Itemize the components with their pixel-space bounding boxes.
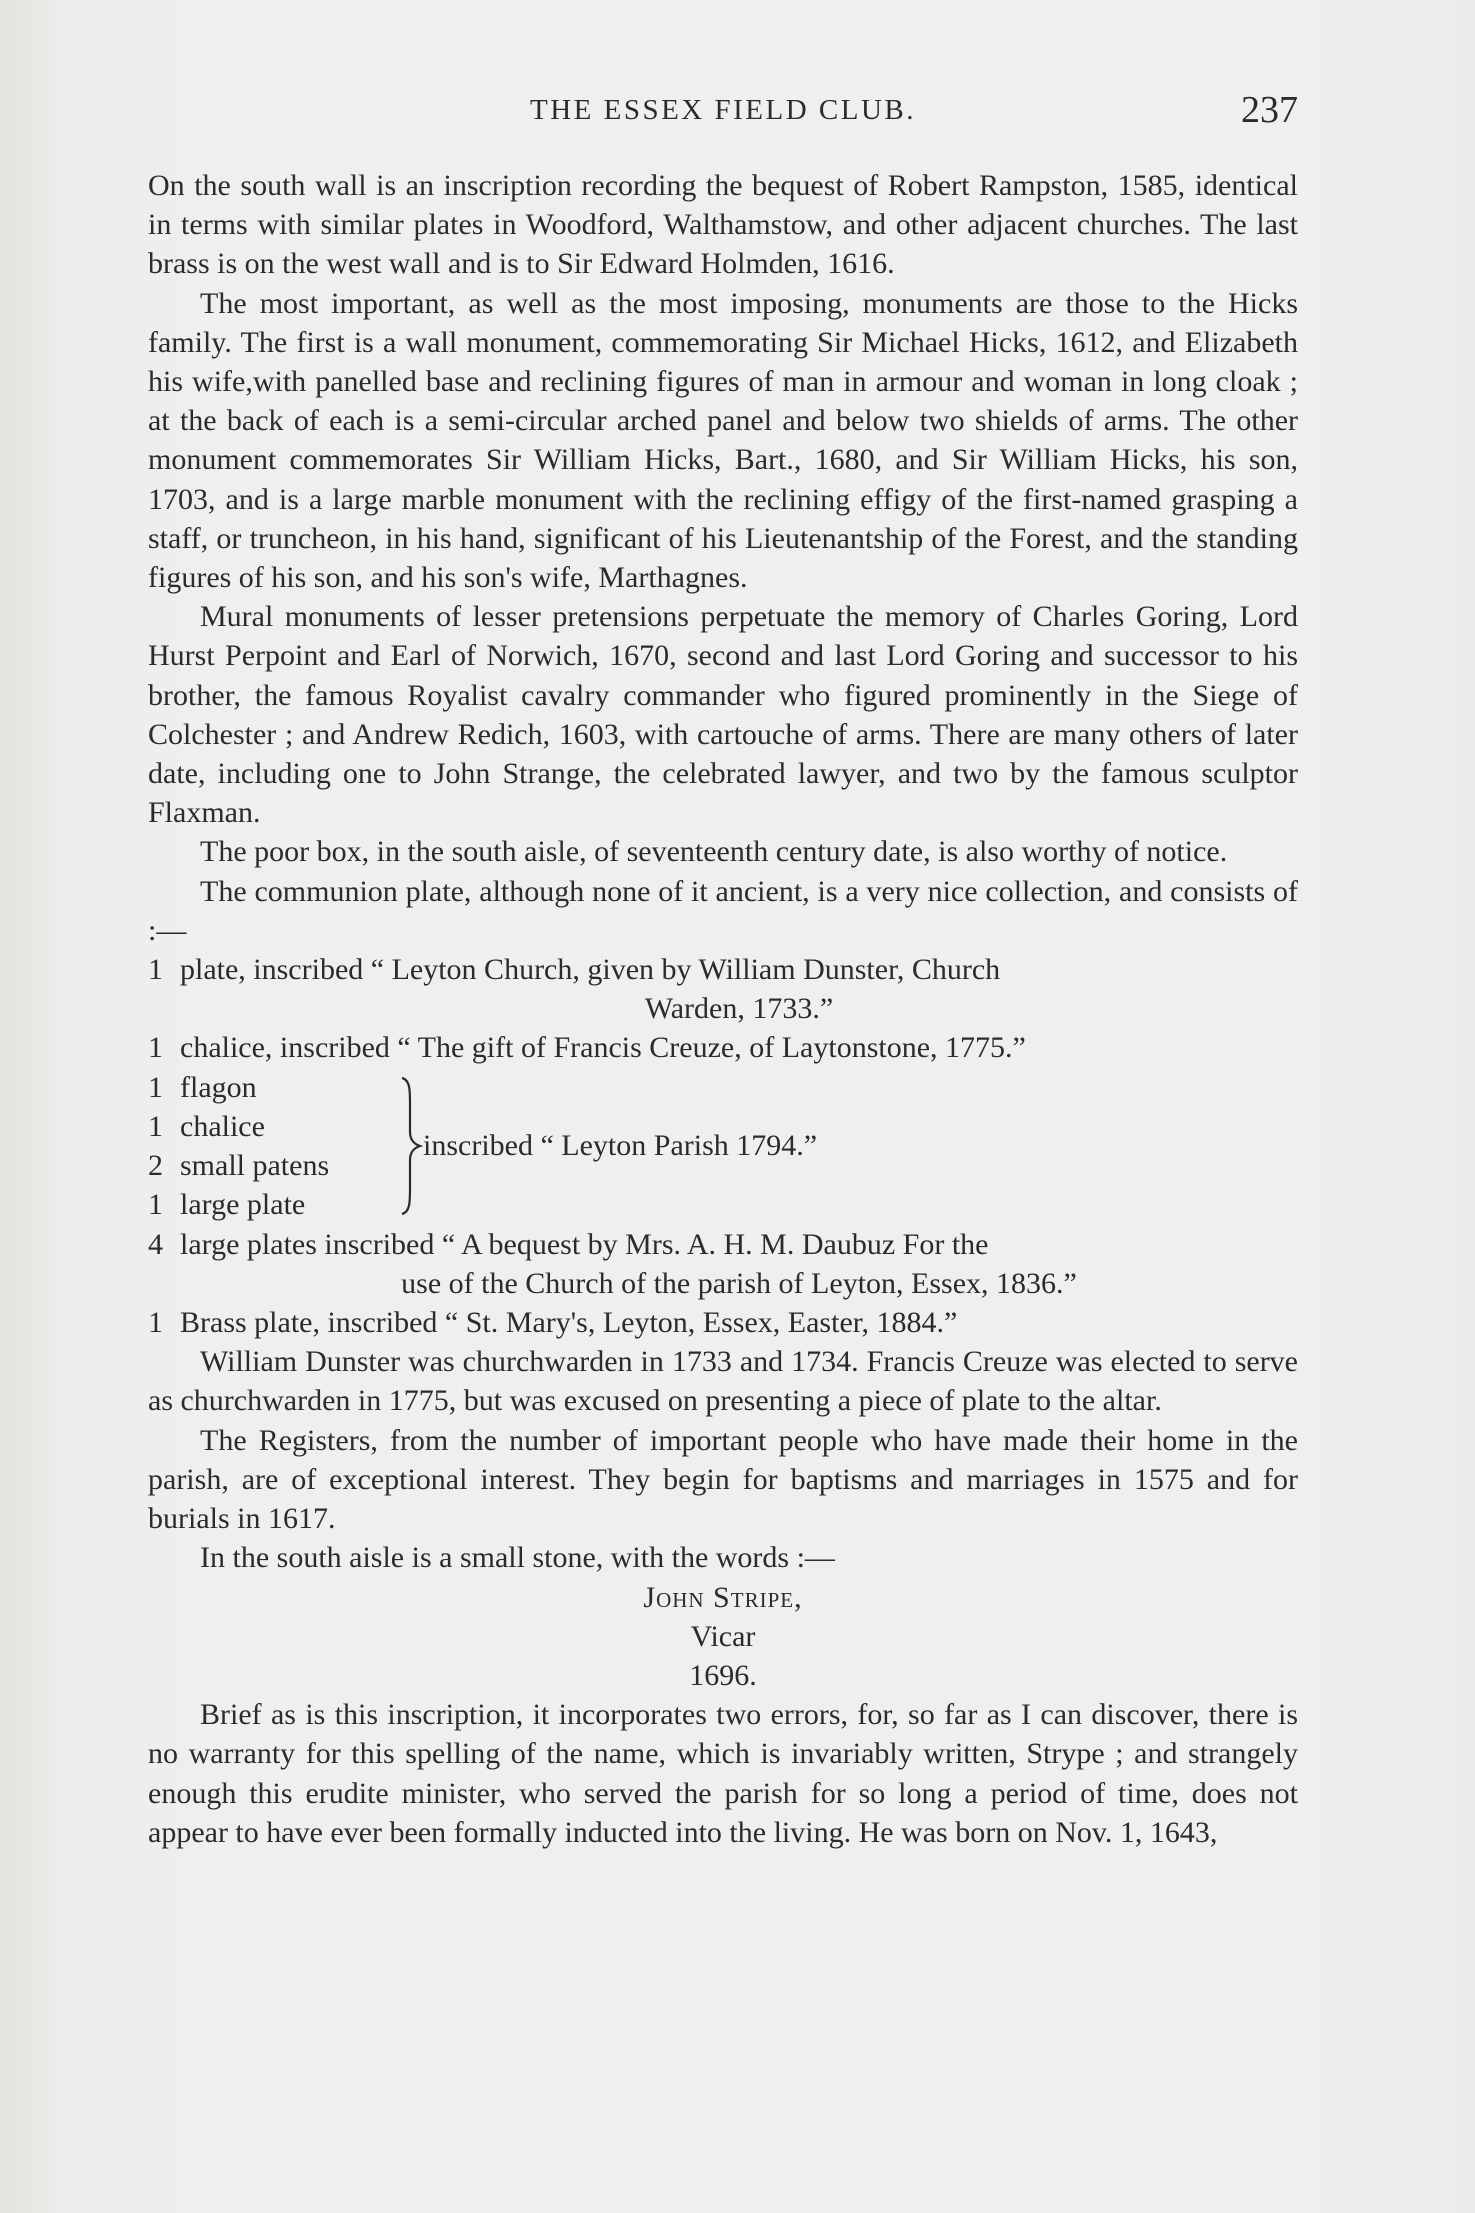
paragraph-communion-plate: The communion plate, although none of it ancient, is a very nice collection, and consists of :— <box>148 874 1298 947</box>
bracketed-item-group <box>148 1068 1298 1225</box>
list-item <box>148 1068 257 1107</box>
page-number: 237 <box>1241 89 1298 131</box>
item-description: large plates inscribed “ A bequest by Mrs. A. H. M. Daubuz For the <box>180 1227 989 1261</box>
item-quantity: 1 <box>148 1031 163 1065</box>
item-quantity: 2 <box>148 1148 163 1182</box>
item-description: flagon <box>180 1070 257 1104</box>
body-text <box>148 166 1298 1852</box>
item-description-continuation: use of the Church of the parish of Leyton, Essex, 1836.” <box>401 1266 1077 1300</box>
stone-inscription-year: 1696. <box>689 1658 757 1692</box>
paragraph-hicks-monuments: The most important, as well as the most imposing, monuments are those to the Hicks family. The first is a wall monument, commemorating Sir Michael Hicks, 1612, and Elizabeth his wife,with panelled base and reclining figures of man in armour and woman in long cloak ; at the back of each is a semi-circular arched panel and below two shields of arms. The other monument commemorates Sir William Hicks, Bart., 1680, and Sir William Hicks, his son, 1703, and is a large marble monument with the reclining effigy of the first-named grasping a staff, or truncheon, in his hand, significant of his Lieutenantship of the Forest, and the standing figures of his son, and his son's wife, Marthagnes. <box>148 286 1298 595</box>
item-description-continuation: Warden, 1733.” <box>644 992 834 1026</box>
item-quantity: 1 <box>148 953 163 987</box>
list-item <box>148 1225 1298 1303</box>
paragraph-south-aisle-stone: In the south aisle is a small stone, with the words :— <box>200 1541 835 1575</box>
item-quantity: 1 <box>148 1109 163 1143</box>
paragraph-registers: The Registers, from the number of important people who have made their home in the parish, are of exceptional interest. They begin for baptisms and marriages in 1575 and for burials in 1617. <box>148 1423 1298 1536</box>
item-quantity: 4 <box>148 1227 163 1261</box>
paragraph-poor-box: The poor box, in the south aisle, of seventeenth century date, is also worthy of notice. <box>200 835 1228 869</box>
item-description: chalice, inscribed “ The gift of Francis Creuze, of Laytonstone, 1775.” <box>180 1031 1026 1065</box>
item-description: large plate <box>180 1187 306 1221</box>
communion-plate-list <box>148 950 1298 1342</box>
item-description: Brass plate, inscribed “ St. Mary's, Leyton, Essex, Easter, 1884.” <box>180 1306 958 1340</box>
list-item <box>148 1303 1298 1342</box>
list-item <box>148 1028 1298 1067</box>
paragraph-churchwardens: William Dunster was churchwarden in 1733 and 1734. Francis Creuze was elected to serve as churchwarden in 1775, but was excused on presenting a piece of plate to the altar. <box>148 1345 1298 1418</box>
stone-inscription <box>148 1578 1298 1696</box>
list-item <box>148 950 1298 1028</box>
list-item <box>148 1185 305 1224</box>
item-description: plate, inscribed “ Leyton Church, given by William Dunster, Church <box>180 953 1001 987</box>
group-inscription: inscribed “ Leyton Parish 1794.” <box>423 1128 818 1162</box>
item-quantity: 1 <box>148 1306 163 1340</box>
stone-inscription-title: Vicar <box>690 1619 756 1653</box>
item-description: small patens <box>180 1148 330 1182</box>
running-title: THE ESSEX FIELD CLUB. <box>530 94 916 126</box>
item-quantity: 1 <box>148 1187 163 1221</box>
running-head <box>148 89 1298 140</box>
list-item <box>148 1107 265 1146</box>
paragraph-inscription-errors: Brief as is this inscription, it incorporates two errors, for, so far as I can discover, there is no warranty for this spelling of the name, which is invariably written, Strype ; and strangely enough this erudite minister, who served the parish for so long a period of time, does not appear to have ever been formally inducted into the living. He was born on Nov. 1, 1643, <box>148 1698 1298 1849</box>
paragraph-south-wall-inscription: On the south wall is an inscription recording the bequest of Robert Rampston, 1585, identical in terms with similar plates in Woodford, Walthamstow, and other adjacent churches. The last brass is on the west wall and is to Sir Edward Holmden, 1616. <box>148 169 1298 281</box>
item-quantity: 1 <box>148 1070 163 1104</box>
stone-inscription-name: John Stripe, <box>643 1580 803 1614</box>
paragraph-mural-monuments: Mural monuments of lesser pretensions perpetuate the memory of Charles Goring, Lord Hurst Perpoint and Earl of Norwich, 1670, second and last Lord Goring and successor to his brother, the famous Royalist cavalry commander who figured prominently in the Siege of Colchester ; and Andrew Redich, 1603, with cartouche of arms. There are many others of later date, including one to John Strange, the celebrated lawyer, and two by the famous sculptor Flaxman. <box>148 600 1298 830</box>
item-description: chalice <box>180 1109 265 1143</box>
list-item <box>148 1146 329 1185</box>
